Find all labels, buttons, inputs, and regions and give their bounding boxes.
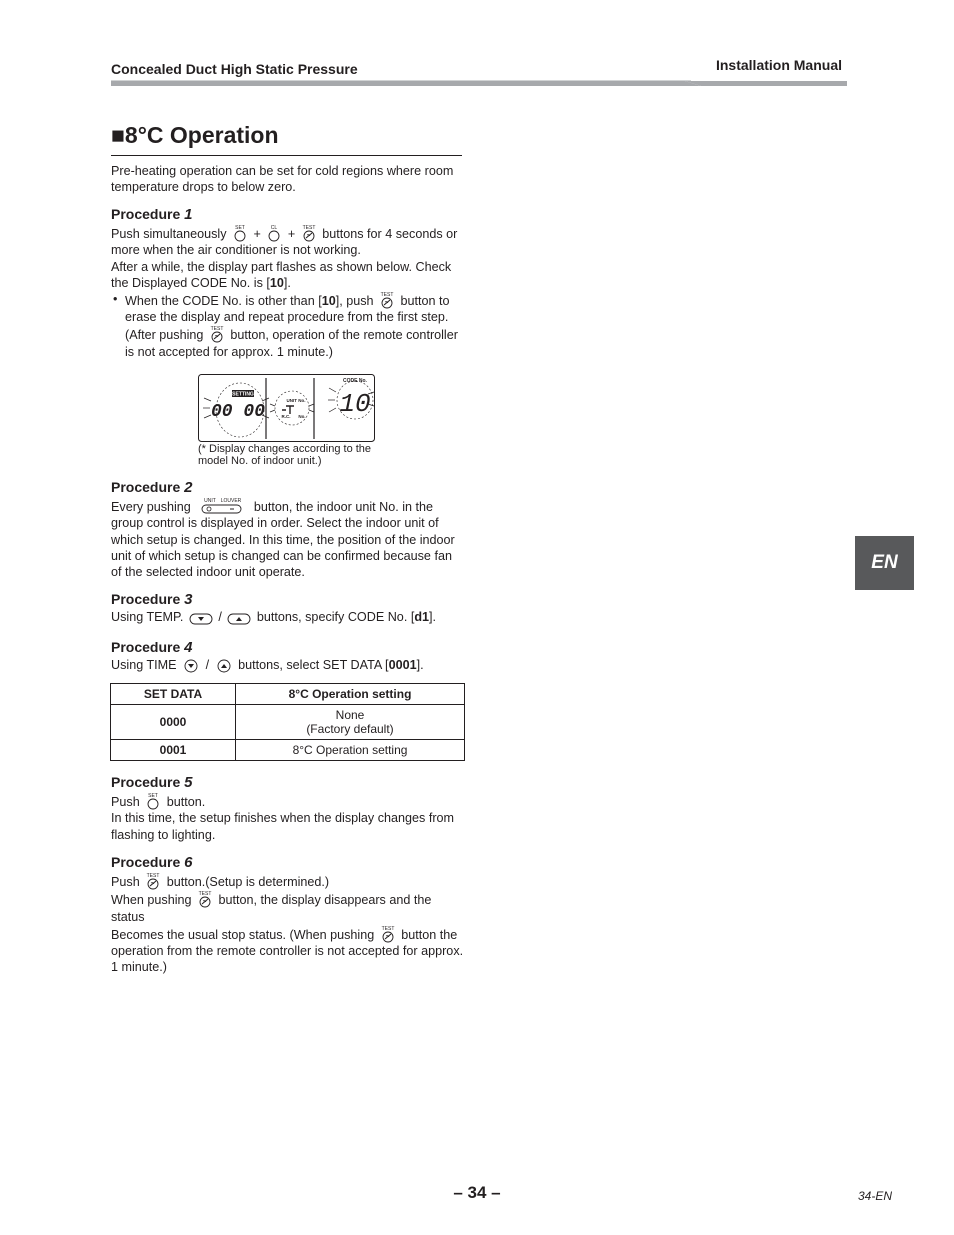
table-cell-key: 0000 <box>111 705 236 740</box>
code-value: 10 <box>269 275 284 290</box>
procedure-2-heading <box>111 479 465 496</box>
procedure-1-line-1 <box>111 224 465 258</box>
text: button to erase the display and repeat procedure from the first step. (After pushing <box>125 294 450 343</box>
title-underline <box>111 155 462 156</box>
procedure-word: Procedure <box>111 774 181 790</box>
temp-up-button-icon <box>227 613 251 625</box>
intro-text: Pre-heating operation can be set for cold regions where room temperature drops to below zero. <box>111 164 454 195</box>
procedure-number: 5 <box>184 774 193 791</box>
procedure-number: 2 <box>184 479 193 496</box>
set-button-icon <box>232 224 248 242</box>
procedure-5-line-1 <box>111 792 465 810</box>
procedure-2 <box>111 479 465 580</box>
set-data-table-wrap <box>110 683 465 761</box>
procedure-1-heading <box>111 206 465 223</box>
page-code: 34-EN <box>857 1189 892 1203</box>
table-cell-value <box>236 705 465 740</box>
svg-text:CL: CL <box>271 225 278 232</box>
test-button-icon <box>197 890 213 908</box>
text: ]. <box>416 658 424 673</box>
lcd-display-note: (* Display changes according to the model No. of indoor unit.) <box>198 443 372 467</box>
text: ]. <box>429 610 437 625</box>
test-button-icon <box>379 291 395 309</box>
procedure-6-line-1 <box>111 872 465 890</box>
test-button-icon <box>380 925 396 943</box>
text: When the CODE No. is other than [ <box>125 294 322 309</box>
svg-text:TEST: TEST <box>146 873 160 880</box>
text: button. <box>166 795 206 810</box>
text: buttons, specify CODE No. [ <box>256 610 415 625</box>
text: buttons for 4 seconds or more when the air conditioner is not working. <box>111 227 458 258</box>
procedure-word: Procedure <box>111 854 181 870</box>
procedure-number: 1 <box>184 206 193 223</box>
procedure-5-heading <box>111 774 465 791</box>
svg-text:UNIT: UNIT <box>204 498 217 505</box>
procedure-number: 4 <box>184 639 193 656</box>
procedure-6-line-3 <box>111 925 465 976</box>
svg-text:CODE No.: CODE No. <box>343 378 367 384</box>
svg-text:TEST: TEST <box>380 292 394 299</box>
set-data-table <box>110 683 465 761</box>
table-row <box>111 740 465 761</box>
page-number: – 34 – <box>453 1183 501 1202</box>
procedure-word: Procedure <box>111 206 181 222</box>
text: button, the indoor unit No. in the group control is displayed in order. Select the indoor unit of which setup is changed. In this time, the position of the indoor unit of which setup is changed can be confirmed because fan of the selected indoor unit operate. <box>111 500 455 580</box>
header-bar <box>111 80 847 87</box>
svg-text:R.C.: R.C. <box>281 414 291 419</box>
cl-button-icon <box>266 224 282 242</box>
text: ], push <box>335 294 374 309</box>
procedure-word: Procedure <box>111 591 181 607</box>
procedure-6-heading <box>111 854 465 871</box>
procedure-3 <box>111 591 465 625</box>
text: Push <box>111 875 140 890</box>
svg-text:TEST: TEST <box>302 225 316 232</box>
text: When pushing <box>111 893 192 908</box>
intro-block <box>111 163 465 195</box>
test-button-icon <box>209 325 225 343</box>
text: button.(Setup is determined.) <box>166 875 330 890</box>
header-manual-title: Installation Manual <box>715 57 842 73</box>
header-document-title: Concealed Duct High Static Pressure <box>111 61 358 77</box>
text: Using TEMP. <box>111 610 184 625</box>
svg-text:SETTING: SETTING <box>232 391 254 398</box>
temp-down-button-icon <box>189 613 213 625</box>
text: Using TIME <box>111 658 177 673</box>
svg-text:TEST: TEST <box>198 891 212 898</box>
text: ]. <box>283 275 291 290</box>
time-up-button-icon <box>215 659 233 673</box>
procedure-1-line-2 <box>111 259 465 291</box>
text: buttons, select SET DATA [ <box>238 658 389 673</box>
procedure-6-line-2 <box>111 890 465 924</box>
svg-text:TEST: TEST <box>381 925 395 932</box>
procedure-2-text <box>111 497 465 580</box>
test-button-icon <box>301 224 317 242</box>
code-value: 10 <box>321 294 336 309</box>
text: Push <box>111 795 140 810</box>
lcd-display-illustration <box>198 374 376 444</box>
text: Every pushing <box>111 500 191 515</box>
set-data-value: 0001 <box>388 658 417 673</box>
value-line-1: None <box>335 708 365 722</box>
svg-text:LOUVER: LOUVER <box>221 498 242 505</box>
table-cell-value: 8°C Operation setting <box>236 740 465 761</box>
code-value: d1 <box>414 610 430 625</box>
section-title-text: 8°C Operation <box>124 122 279 148</box>
slash: / <box>205 658 210 673</box>
square-bullet-icon: ■ <box>111 122 125 148</box>
table-cell-key: 0001 <box>111 740 236 761</box>
plus-sign: + <box>253 227 261 242</box>
procedure-4-text <box>111 657 465 673</box>
procedure-word: Procedure <box>111 639 181 655</box>
procedure-1-bullet <box>111 291 465 360</box>
svg-text:SET: SET <box>148 793 159 800</box>
test-button-icon <box>145 872 161 890</box>
svg-text:UNIT No.: UNIT No. <box>286 398 306 403</box>
section-title <box>111 122 279 149</box>
svg-text:No.: No. <box>298 414 306 419</box>
text: button, operation of the remote controller is not accepted for approx. 1 minute.) <box>125 328 458 359</box>
procedure-3-heading <box>111 591 465 608</box>
text: button the operation from the remote controller is not accepted for approx. 1 minute.) <box>111 927 464 975</box>
procedure-number: 3 <box>184 591 193 608</box>
table-header-row <box>111 684 465 705</box>
set-button-icon <box>145 792 161 810</box>
procedure-3-text <box>111 609 465 625</box>
unit-louver-button-icon <box>200 497 244 515</box>
text: button, the display disappears and the status <box>111 893 432 924</box>
svg-text:10: 10 <box>339 389 371 419</box>
procedure-5 <box>111 774 465 843</box>
plus-sign: + <box>287 227 296 242</box>
procedure-number: 6 <box>184 854 193 871</box>
slash: / <box>218 610 222 625</box>
language-tab-en: EN <box>855 536 914 590</box>
procedure-word: Procedure <box>111 479 181 495</box>
procedure-5-line-2: In this time, the setup finishes when the display changes from flashing to lighting. <box>111 811 455 842</box>
time-down-button-icon <box>182 659 200 673</box>
procedure-6 <box>111 854 465 975</box>
procedure-4-heading <box>111 639 465 656</box>
text: Push simultaneously <box>111 227 227 242</box>
table-header-set-data: SET DATA <box>111 684 236 705</box>
table-row <box>111 705 465 740</box>
table-header-setting: 8°C Operation setting <box>236 684 465 705</box>
svg-text:SET: SET <box>235 225 245 232</box>
svg-text:TEST: TEST <box>210 326 224 333</box>
text: After a while, the display part flashes as shown below. Check the Displayed CODE No. is [ <box>111 259 452 290</box>
svg-text:00 00: 00 00 <box>210 402 266 422</box>
procedure-1 <box>111 206 465 360</box>
procedure-4 <box>111 639 465 673</box>
value-line-2: (Factory default) <box>306 722 394 736</box>
text: Becomes the usual stop status. (When pushing <box>111 927 375 942</box>
